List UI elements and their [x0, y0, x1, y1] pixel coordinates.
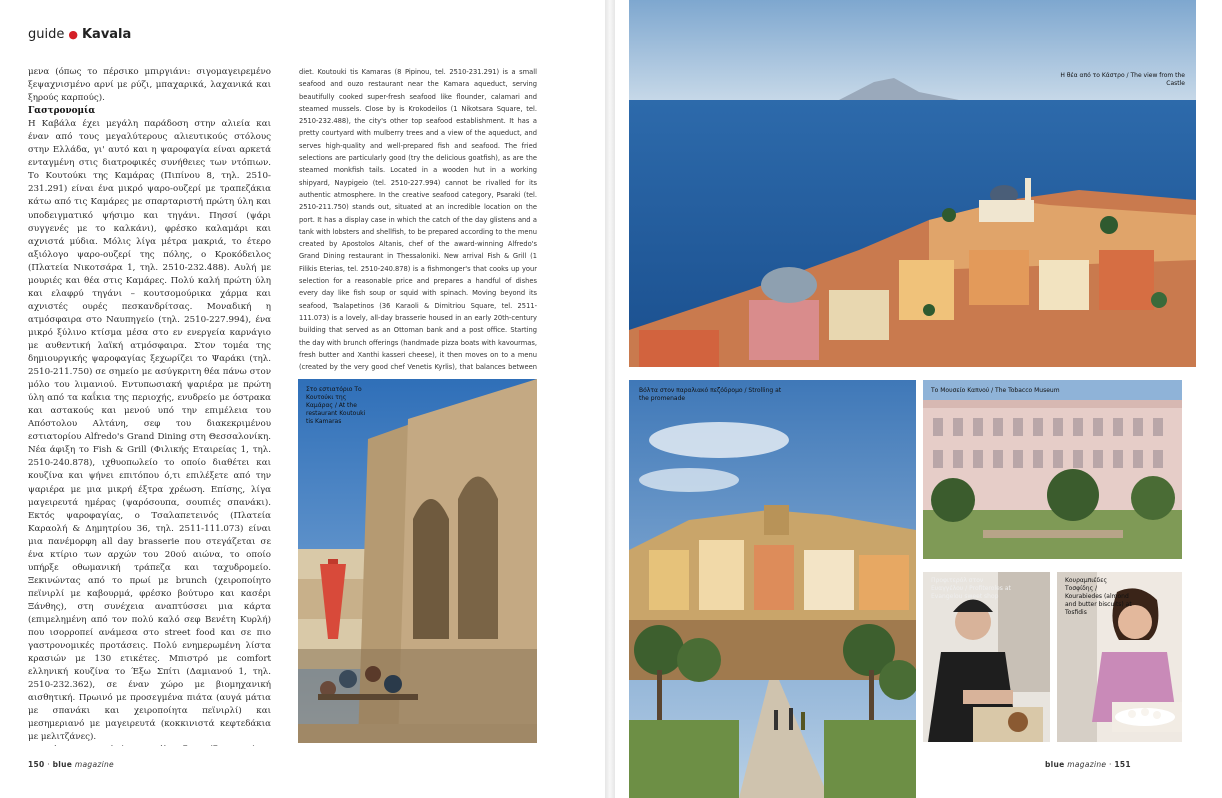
- greek-heading: Γαστρονομία: [28, 106, 96, 117]
- brand-right: blue: [1045, 760, 1065, 769]
- promenade-photo: [629, 380, 916, 798]
- magazine-right: magazine: [1067, 760, 1107, 769]
- brand-left: blue: [52, 760, 73, 769]
- caption-tosfidis: Κουραμπιέδες Τοσφίδης / Kourabiedes (almond and butter biscuits) at Tosfidis: [1065, 577, 1132, 616]
- greek-body-2: [28, 744, 271, 746]
- caption-tobacco-museum: Το Μουσείο Καπνού / The Tobacco Museum: [931, 387, 1060, 394]
- page-number-right: 151: [1114, 760, 1131, 769]
- english-body: diet. Koutouki tis Kamaras (8 Pipinou, tel. 2510-231.291) is a small seafood and ouzo restaurant near the Kamara aqueduct, serving beautifully cooked super-fresh seafood like flounder, calamari and steamed mussels. Close by is Krokodeilos (1 Nikotsara Square, tel. 2510-232.488), the city's other top seafood establishment. It has a pretty courtyard with mulberry trees and a view of the aqueduct, and serves high-quality and well-prepared fish and seafood. The fried selections are particularly good (try the delicious goatfish), as are the steamed monkfish tails. Located in a wooden hut in a working shipyard, Naypigeio (tel. 2510-227.994) cannot be rivalled for its authentic atmosphere. In the creative seafood category, Psaraki (tel. 2510-211.750) stands out, situated at an incredible location on the port. It has a display case in which the catch of the day glistens and a tank with lobsters and shellfish, to be prepared according to the menu created by Apostolos Altanis, chef of the award-winning Alfredo's Grand Dining restaurant in Thessaloniki. New arrival Fish & Grill (1 Filikis Eterias, tel. 2510-240.878) is a fishmonger's that cooks up your selection for a reasonable price and prepares a handful of dishes every day like fish soup or squid with spinach. Moving beyond its seafood, Tsalapetinos (36 Karaoli & Dimitriou Square, tel. 2511-111.073) is a lovely, all-day brasserie housed in an early 20th-century building that served as an Ottoman bank and a post office. Starting the day with brunch offerings (handmade pizza boats with kavourmas, fresh butter and Xanthi kasseri cheese), it then moves on to a menu (created by the very good chef Venetis Kyrlis), that balances between: [299, 68, 537, 372]
- greek-text-column: [28, 66, 271, 746]
- folio-right: blue magazine · 151: [1045, 760, 1131, 769]
- section-header: [28, 27, 131, 42]
- spine-gutter: [605, 0, 615, 798]
- right-page: [615, 0, 1222, 798]
- greek-lead: μενα (όπως το πέρσικο μπιργιάνι: σιγομαγειρεμένο ξεψαχνισμένο αρνί με ρύζι, μπαχαρικά, λαχανικά και ξηρούς καρπούς).: [28, 67, 271, 104]
- magazine-left: magazine: [74, 760, 114, 769]
- section-title: Kavala: [81, 27, 132, 42]
- aqueduct-photo: [298, 379, 537, 743]
- section-label: guide: [28, 27, 65, 42]
- caption-aqueduct: Στο εστιατόριο Το Κουτούκι της Καμάρας / At the restaurant Koutouki tis Kamaras: [306, 386, 366, 425]
- page-number-left: 150: [28, 760, 45, 769]
- castle-view-photo: [629, 0, 1196, 367]
- caption-promenade: Βόλτα στον παραλιακό πεζόδρομο / Strolling at the promenade: [639, 387, 782, 402]
- bullet-dot-icon: ●: [68, 28, 78, 41]
- tobacco-museum-photo: [923, 380, 1182, 559]
- left-page: [0, 0, 605, 798]
- caption-castle-view: Η θέα από το Κάστρο / The view from the Castle: [1060, 72, 1185, 87]
- greek-body: Η Καβάλα έχει μεγάλη παράδοση στην αλιεία και έναν από τους μεγαλύτερους αλιευτικούς στόλους στην Ελλάδα, γι' αυτό και η ψαροφαγία είναι αρκετά ενταγμένη στις διατροφικές συνήθειες των ντόπιων. Το Κουτούκι της Καμάρας (Πιπίνου 8, τηλ. 2510-231.291) είναι ένα μικρό ψαρο-ουζερί με τραπεζάκια κάτω από τις Καμάρες με σπαρταριστή πρώτη ύλη και υποδειγματικό ψήσιμο και τηγάνι. Πησσί (ψάρι συγγενές με το καλκάνι), φρέσκο καλαμάρι και αχνιστά μύδια. Μόλις λίγα μέτρα μακριά, το έτερο αξιόλογο ψαρο-ουζερί της πόλης, ο Κροκόδειλος (Πλατεία Νικοτσάρα 1, τηλ. 2510-232.488). Αυλή με μουριές και θέα στις Καμάρες. Πολύ καλή πρώτη ύλη και ελαφρύ τηγάνι – κουτσομούρικα χάρμα και αχνιστές ουρές πεσκανδρίτσας. Μοναδική η ατμόσφαιρα στο Ναυπηγείο (τηλ. 2510-227.994), ένα μικρό ξύλινο κτίσμα μέσα στο εν ενεργεία καρνάγιο με αυθεντική λαϊκή ατμόσφαιρα. Στον τομέα της δημιουργικής ψαροφαγίας ξεχωρίζει το Ψαράκι (τηλ. 2510-211.750) σε σημείο με ασύγκριτη θέα πάνω στον μόλο του λιμανιού. Εντυπωσιακή ψαριέρα με πρώτη ύλη από τα καΐκια της περιοχής, ενυδρείο με όστρακα και αστακούς και μενού υπό την επιμέλεια του Απόστολου Αλτάνη, σεφ του διακεκριμένου εστιατορίου Alfredo's Grand Dining στη Θεσσαλονίκη. Νέα άφιξη το Fish & Grill (Φιλικής Εταιρείας 1, τηλ. 2510-240.878), ιχθυοπωλείο το οποίο διαθέτει και κουζίνα και ψήνει επιτόπου ό,τι επιλέξετε από την ψαριέρα με μια μικρή έξτρα χρέωση. Επίσης, λίγα μαγειρευτά ημέρας (ψαρόσουπα, σουπιές σπανάκι). Εκτός ψαροφαγίας, ο Τσαλαπετεινός (Πλατεία Καραολή & Δημητρίου 36, τηλ. 2511-111.073) είναι μια πανέμορφη all day brasserie που στεγάζεται σε ένα κτίριο των αρχών του 20ού αιώνα, το οποίο υπήρξε οθωμανική τράπεζα και ταχυδρομείο. Ξεκινώντας από το πρωί με brunch (χειροποίητο πεϊνιρλί με καβουρμά, φρέσκο βούτυρο και κασέρι Ξάνθης), στη συνέχεια αναπτύσσει μια κάρτα (επιμελημένη από τον πολύ καλό σεφ Βενέτη Κυρλή) που ισορροπεί ανάμεσα στο street food και σε πιο γαστρονομικές προτάσεις. Πολύ ενημερωμένη λίστα κρασιών με 130 ετικέτες. Μπιστρό με comfort ελληνική κουζίνα το Έξω Σπίτι (Δαμιανού 1, τηλ. 2510-232.362), σε έναν χώρο με βιομηχανική αισθητική. Πρωινό με προσεγμένα πιάτα (αυγά μάτια με σπανάκι και χειροποίητα πεϊνιρλί) και μεσημεριανό με μαγειρευτά (κοκκινιστά κεφτεδάκια με μελιτζάνες).: [28, 119, 271, 743]
- caption-evangelou: Προφιτερόλ στον Ευαγγέλου / Profiteroles at Evangelou sweet shop: [931, 577, 1011, 600]
- english-text-column: [299, 66, 537, 372]
- folio-left: 150 · blue magazine: [28, 760, 114, 769]
